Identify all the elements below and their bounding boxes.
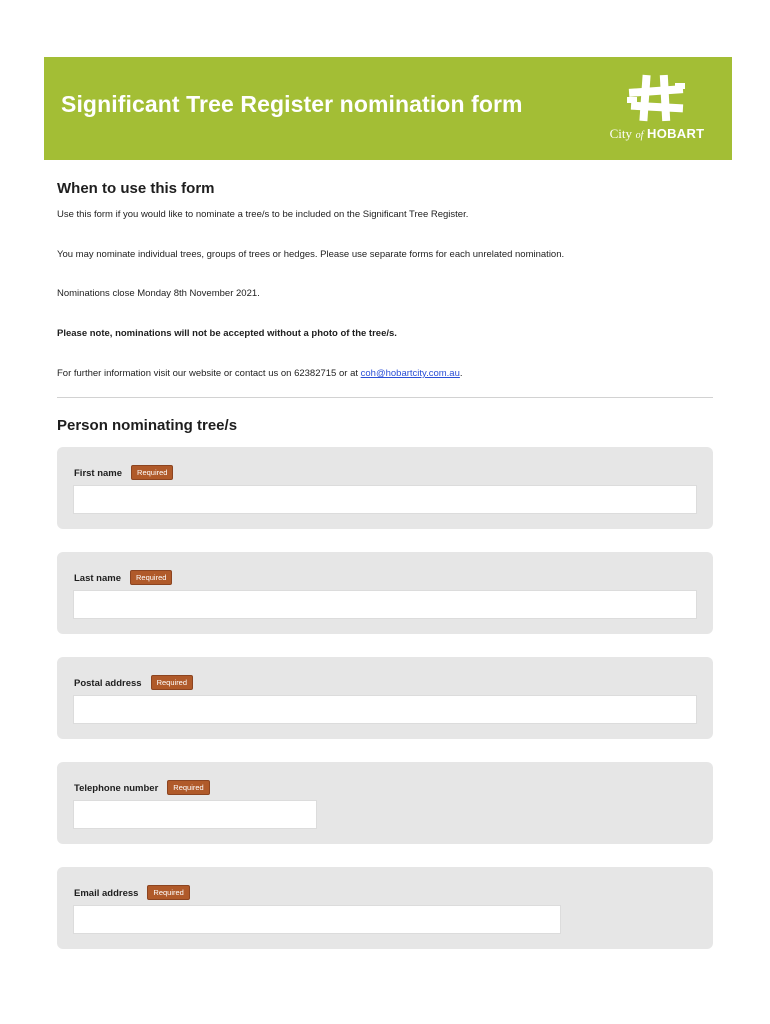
telephone-label-text: Telephone number <box>74 783 159 794</box>
contact-paragraph <box>57 368 463 379</box>
email-label <box>74 885 190 900</box>
last-name-input[interactable] <box>73 590 697 619</box>
email-label-text: Email address <box>74 888 139 899</box>
last-name-label <box>74 570 172 585</box>
email-input[interactable] <box>73 905 561 934</box>
postal-address-label-text: Postal address <box>74 678 142 689</box>
required-badge: Required <box>151 675 193 690</box>
postal-address-field-group <box>57 657 713 739</box>
first-name-label-text: First name <box>74 468 123 479</box>
telephone-input[interactable] <box>73 800 317 829</box>
required-badge: Required <box>167 780 209 795</box>
first-name-label <box>74 465 173 480</box>
telephone-field-group <box>57 762 713 844</box>
logo-wordmark <box>601 126 713 142</box>
photo-required-notice: Please note, nominations will not be accepted without a photo of the tree/s. <box>57 328 397 339</box>
nominations-close-text: Nominations close Monday 8th November 2021. <box>57 288 260 299</box>
postal-address-input[interactable] <box>73 695 697 724</box>
logo-city-text: City <box>609 126 632 141</box>
telephone-label <box>74 780 210 795</box>
logo-hobart-text: HOBART <box>647 126 705 141</box>
hobart-mark-icon <box>601 73 713 125</box>
logo-of-text: of <box>635 130 644 141</box>
header-banner <box>44 57 732 160</box>
first-name-input[interactable] <box>73 485 697 514</box>
intro-paragraph-2: You may nominate individual trees, groups of trees or hedges. Please use separate forms for each unrelated nomination. <box>57 249 565 260</box>
when-to-use-heading: When to use this form <box>57 180 215 197</box>
last-name-label-text: Last name <box>74 573 121 584</box>
contact-suffix: . <box>459 368 463 379</box>
required-badge: Required <box>130 570 172 585</box>
required-badge: Required <box>147 885 189 900</box>
person-nominating-heading: Person nominating tree/s <box>57 417 238 434</box>
intro-paragraph-1: Use this form if you would like to nominate a tree/s to be included on the Significant Tree Register. <box>57 209 469 220</box>
required-badge: Required <box>131 465 173 480</box>
email-link[interactable]: coh@hobartcity.com.au <box>360 368 460 379</box>
page-title: Significant Tree Register nomination form <box>61 91 523 117</box>
first-name-field-group <box>57 447 713 529</box>
contact-text: For further information visit our website or contact us on 62382715 or at <box>57 368 361 379</box>
email-field-group <box>57 867 713 949</box>
last-name-field-group <box>57 552 713 634</box>
city-of-hobart-logo <box>601 73 713 145</box>
postal-address-label <box>74 675 193 690</box>
section-divider <box>57 397 713 398</box>
